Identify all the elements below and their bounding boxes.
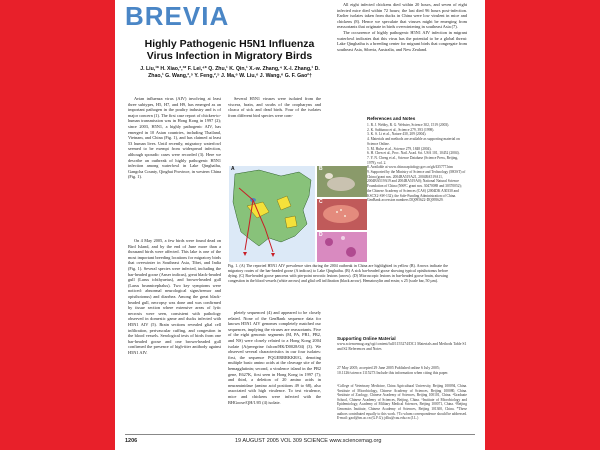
author-list: J. Liu,¹* H. Xiao,²,³* F. Lei,⁴* Q. Zhu,¹ K. Qin,¹ X.-w. Zhang,⁴ X.-l. Zhang,¹ D. Zhao,¹ G. Wang,²,⁵ Y. Feng,²,⁵ J. Ma,⁶ W. Liu,⁶ J. Wang,⁶ G. F. Gao²†: [140, 66, 320, 79]
article-title: Highly Pathogenic H5N1 Influenza Virus Infection in Migratory Birds: [144, 38, 315, 62]
figure-1: [229, 166, 367, 262]
body-column-2-bottom: pletely sequenced (4) and appeared to be closely related. None of the GenBank sequence data for known H5N1 AIV genomes completely matched our sequences, implying the viruses are reassortants. Five of the eight genomic segments (M, PA, PB1, PB2, and NS) were closely related to a Hong Kong 2004 isolate (A/peregrine falcon/HK/D0028/04) (3). We observed several characteristics in our four isolates: first, the sequence PQGERRRKKR/G, denoting multiple basic amino acids at the cleavage site of the hemagglutinin; second, a virulence island in the PB2 gene, E627K, first seen in Hong Kong in 1997 (7); and third, a deletion of 20 amino acids in neuraminidase (amino acid positions 49 to 68), also associated with high virulence. To test virulence, mice and chickens were infected with the BHGoose/QH/1/05 (4) isolate.: [228, 310, 321, 405]
panel-label-b: B: [319, 166, 323, 172]
figure-1-caption: Fig. 1. (A) The reported H5N1 AIV prevalence sites during the 2004 outbreak in China are highlighted in yellow (B). Arrows indicate the migratory routes of the bar-headed goose (A indicus) to Lake Qinghaihu. (B) A sick bar-headed goose showing typical opisthotonus before dying. (C) Bar-headed goose pancreas with pin-point necrotic lesions (arrow). (D) Microscopic lesions in bar-headed goose brain, showing congestion in the blood vessels (white arrows) and glial cell infiltration (black arrow). Hematoxylin and eosin; x 25 (scale bar, 50 µm).: [228, 264, 448, 283]
reference-item: 2. K. Subbarao et al., Science 279, 393 (1998).: [367, 127, 435, 132]
body-column-1-bottom: On 4 May 2005, a few birds were found dead on Bird Island, and by the end of June more than a thousand birds were affected. This lake is one of the most important breeding locations for migratory birds that overwinter in Southeast Asia, Tibet, and India (Fig. 1). Several species were infected, including the bar-headed goose (Anser indicus), great black-headed gull (Larus ichthyaetus), and brown-headed gull (Larus brunnicephalus). Two key symptoms were noticed: abnormal neurological signs/tremor and opisthotonus) and diarrhea. Among the great black-headed gull, necropsy was done and was confirmed by tissue section where extensive areas of lytic necrosis were seen, consistent with pathology observed in domestic game and ducks infected with H5N1 AIV (5). Brain sections revealed glial cell infiltration, perivascular cuffing, and congestion in the blood vessels. Serological tests of birds from one bar-headed goose and one brown-headed gull confirmed the presence of high-titer antibody against H5N1 AIV.: [128, 238, 221, 355]
goose-head: [325, 173, 333, 179]
body-column-2-top: Several H5N1 viruses were isolated from the viscera, brain, and swabs of the oropharynx and cloaca of sick and dead birds. Four of the isolates from different bird species were com-: [228, 96, 321, 118]
reference-item: 1. R. J. Webby, R. G. Webster, Science 302, 1519 (2003).: [367, 123, 450, 127]
supporting-material-heading: Supporting Online Material: [337, 336, 396, 341]
author-affiliations: ¹College of Veterinary Medicine, China Agricultural University, Beijing 100094, China. ²Institute of Microbiology, Chinese Academy of Sciences, Beijing 100080, China. ³Institute of Zoology, Chinese Academy of Sciences, Beijing 100101, China. ⁴Graduate School, Chinese Academy of Sciences, Beijing, China. ⁵Institute of Microbiology and Epidemiology, Academy of Military Medical Sciences, Beijing 100071, China. ⁶Beijing Genomics Institute, Chinese Academy of Sciences, Beijing 101300, China. *These authors contributed equally to this work. †To whom correspondence should be addressed. E-mail: gaof@im.ac.cn (G.F.G); jdliu@cau.edu.cn (J.L.): [337, 384, 467, 421]
reference-item: 7. Y. N. Cheng et al., Science Database (Science Press, Beijing, 1979), vol. 2.: [367, 155, 459, 165]
body-column-3: All eight infected chickens died within 20 hours, and seven of eight infected mice died within 72 hours; the last died 96 hours post-infection. Earlier isolates taken from ducks in China were low virulent in mice and chickens (8). Hence we speculate that viruses might be emerging from reassortants that originate in birds overwintering in southeast Asia (7). The occurrence of highly pathogenic H5N1 AIV infection in migrant waterfowl indicates that this virus has the potential to be a global threat: Lake Qinghaihu is a breeding center for migrant birds that congregate from southeast Asia, Siberia, Australia, and New Zealand.: [337, 2, 467, 52]
supporting-material-text: www.sciencemag.org/cgi/content/full/1155274/DC1 Materials and Methods Table S1 and S2 References and Notes: [337, 342, 467, 351]
body-column-1-top: Avian influenza virus (AIV) involving at least three subtypes, H5, H7, and H9, has emerged as an important pathogen in the poultry industry and is of major concern (1). The first case report of chicken-to-human transmission was in Hong Kong in 1997 (2); since 2003, H5N1, a highly pathogenic AIV, has emerged in 10 Asian countries, including Thailand, Vietnam, and China (Fig. 1), and has claimed at least 53 human lives. Until recently, migratory waterfowl seemed to be exempt from widespread infection, although sporadic cases were recorded (3). Here we describe an outbreak of highly pathogenic H5N1 infection among waterfowl in Lake Qinghaihu, Gangcha County, Qinghai Province, in western China (Fig. 1).: [128, 96, 221, 180]
reference-item: 6. H. Chen et al., Proc. Natl. Acad. Sci. USA 101, 10452 (2004).: [367, 151, 460, 156]
issue-line: 19 AUGUST 2005 VOL 309 SCIENCE www.sciencemag.org: [235, 438, 382, 444]
page-footer: [125, 434, 475, 444]
reference-item: 4. Materials and methods are available as supporting material on Science Online.: [367, 137, 460, 146]
section-heading: BREVIA: [125, 1, 230, 31]
panel-label-a: A: [231, 166, 235, 172]
prevalence-area: [285, 216, 297, 228]
goose-body: [327, 177, 355, 191]
reference-item: 9. Supported by the Ministry of Science and Technology (MOST) of China (grant nos. 2004BA519A21, 2004BA519A11, 2004BA519A19 and 2004BA519A0); National Natural Science Foundation of China (NSFC grant nos. 30470088 and 30370052); the Chinese Academy of Sciences (CAS) (2004DK A30330 and KSCX2-SW-132); the Sole-Funding Administration of China. GenBank accession numbers DQ095622-DQ095629.: [367, 170, 466, 203]
article-page: [115, 0, 485, 450]
figure-1-panels: [229, 166, 367, 262]
references-list: [367, 123, 467, 203]
page-number: 1206: [125, 438, 138, 444]
publication-dates: 27 May 2005; accepted 29 June 2005 Published online 6 July 2005; 10.1126/science.1115273 Include this information when citing this paper.: [337, 366, 449, 375]
panel-label-d: D: [319, 232, 323, 238]
references-heading: References and Notes: [367, 116, 416, 121]
reference-item: 5. M. Hulse et al., Science 279, 1848 (2004).: [367, 146, 432, 151]
reference-item: 3. K. S. Li et al., Nature 430, 209 (2004).: [367, 132, 427, 137]
pancreas-tissue: [323, 205, 359, 223]
panel-label-c: C: [319, 199, 323, 205]
reference-item: 8. Available at www.chinacapitology.gov.cn/gb/435777.htm: [367, 165, 453, 170]
